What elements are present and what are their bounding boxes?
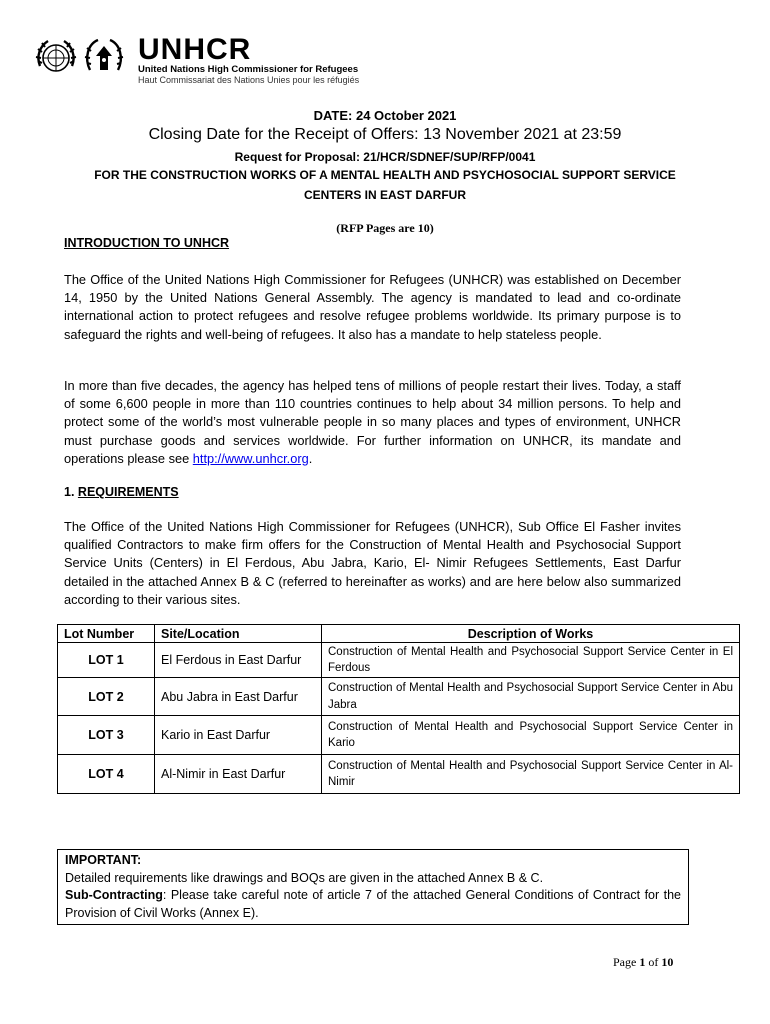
important-heading: IMPORTANT:: [65, 853, 142, 867]
rfp-subject-line-2: CENTERS IN EAST DARFUR: [303, 188, 466, 202]
unhcr-emblem-icon: [84, 36, 124, 80]
unhcr-wordmark: UNHCR: [138, 33, 252, 66]
header-site-location: Site/Location: [155, 625, 322, 643]
subcontracting-label: Sub-Contracting: [65, 888, 163, 902]
lot-cell: LOT 2: [58, 678, 155, 716]
org-name-en: United Nations High Commissioner for Refugees: [138, 64, 359, 75]
pages-note: (RFP Pages are 10): [336, 221, 434, 235]
table-row: [58, 716, 740, 755]
unhcr-website-link[interactable]: http://www.unhcr.org: [192, 450, 309, 466]
intro-paragraph-2-text: In more than five decades, the agency has helped tens of millions of people restart their lives. Today, a staff of some 6,600 people in more than 110 countries continues to help about 34 million persons. To help and protect some of the world’s most vulnerable people in so many places and types of environment, UNHCR must purchase goods and services worldwide. For further information on UNHCR, its mandate and operations please see: [64, 378, 681, 466]
lot-cell: LOT 1: [58, 643, 155, 678]
table-row: [58, 678, 740, 716]
site-cell: Al-Nimir in East Darfur: [155, 755, 322, 794]
subcontracting-note: [65, 887, 681, 922]
intro-paragraph-1: The Office of the United Nations High Commissioner for Refugees (UNHCR) was established on December 14, 1950 by the United Nations General Assembly. The agency is mandated to lead and co-ordinate international action to protect refugees and resolve refugee problems worldwide. Its primary purpose is to safeguard the rights and well-being of refugees. It also has a mandate to help stateless people.: [64, 272, 681, 342]
intro-heading: INTRODUCTION TO UNHCR: [64, 236, 230, 250]
requirements-number: 1.: [64, 485, 75, 499]
table-row: [58, 755, 740, 794]
important-line-1: Detailed requirements like drawings and BOQs are given in the attached Annex B & C.: [65, 870, 544, 885]
rfp-subject-line-1: FOR THE CONSTRUCTION WORKS OF A MENTAL HEALTH AND PSYCHOSOCIAL SUPPORT SERVICE: [94, 168, 676, 182]
important-notice-box: [57, 849, 689, 925]
closing-date: Closing Date for the Receipt of Offers: 13 November 2021 at 23:59: [148, 126, 622, 143]
header-description: Description of Works: [322, 625, 740, 643]
site-cell: Kario in East Darfur: [155, 716, 322, 755]
table-row: [58, 643, 740, 678]
org-name-fr: Haut Commissariat des Nations Unies pour les réfugiés: [138, 75, 360, 85]
requirements-heading: [64, 485, 179, 499]
description-cell: Construction of Mental Health and Psychosocial Support Service Center in Al-Nimir: [322, 755, 740, 794]
intro-paragraph-2-end: .: [308, 450, 313, 466]
description-cell: Construction of Mental Health and Psychosocial Support Service Center in Abu Jabra: [322, 678, 740, 716]
page-number: Page 1 of 10: [613, 955, 674, 969]
description-cell: Construction of Mental Health and Psychosocial Support Service Center in El Ferdous: [322, 643, 740, 678]
un-emblem-icon: [34, 36, 78, 80]
header-lot-number: Lot Number: [58, 625, 155, 643]
requirements-paragraph: The Office of the United Nations High Commissioner for Refugees (UNHCR), Sub Office El Fasher invites qualified Contractors to make firm offers for the Construction of Mental Health and Psychosocial Support Service Units (Centers) in El Ferdous, Abu Jabra, Kario, El- Nimir Refugees Settlements, East Darfur detailed in the attached Annex B & C (referred to hereinafter as works) and are here below also summarized according to their various sites.: [64, 519, 681, 607]
lots-table: [57, 624, 740, 794]
intro-paragraph-2: [64, 377, 681, 468]
site-cell: Abu Jabra in East Darfur: [155, 678, 322, 716]
document-date: DATE: 24 October 2021: [313, 108, 457, 123]
letterhead: [34, 33, 394, 86]
subcontracting-text: : Please take careful note of article 7 of the attached General Conditions of Contract for the Provision of Civil Works (Annex E).: [65, 888, 681, 920]
table-header-row: [58, 625, 740, 643]
site-cell: El Ferdous in East Darfur: [155, 643, 322, 678]
lot-cell: LOT 3: [58, 716, 155, 755]
rfp-number: Request for Proposal: 21/HCR/SDNEF/SUP/RFP/0041: [234, 150, 536, 164]
description-cell: Construction of Mental Health and Psychosocial Support Service Center in Kario: [322, 716, 740, 755]
lot-cell: LOT 4: [58, 755, 155, 794]
requirements-title: REQUIREMENTS: [77, 485, 179, 499]
